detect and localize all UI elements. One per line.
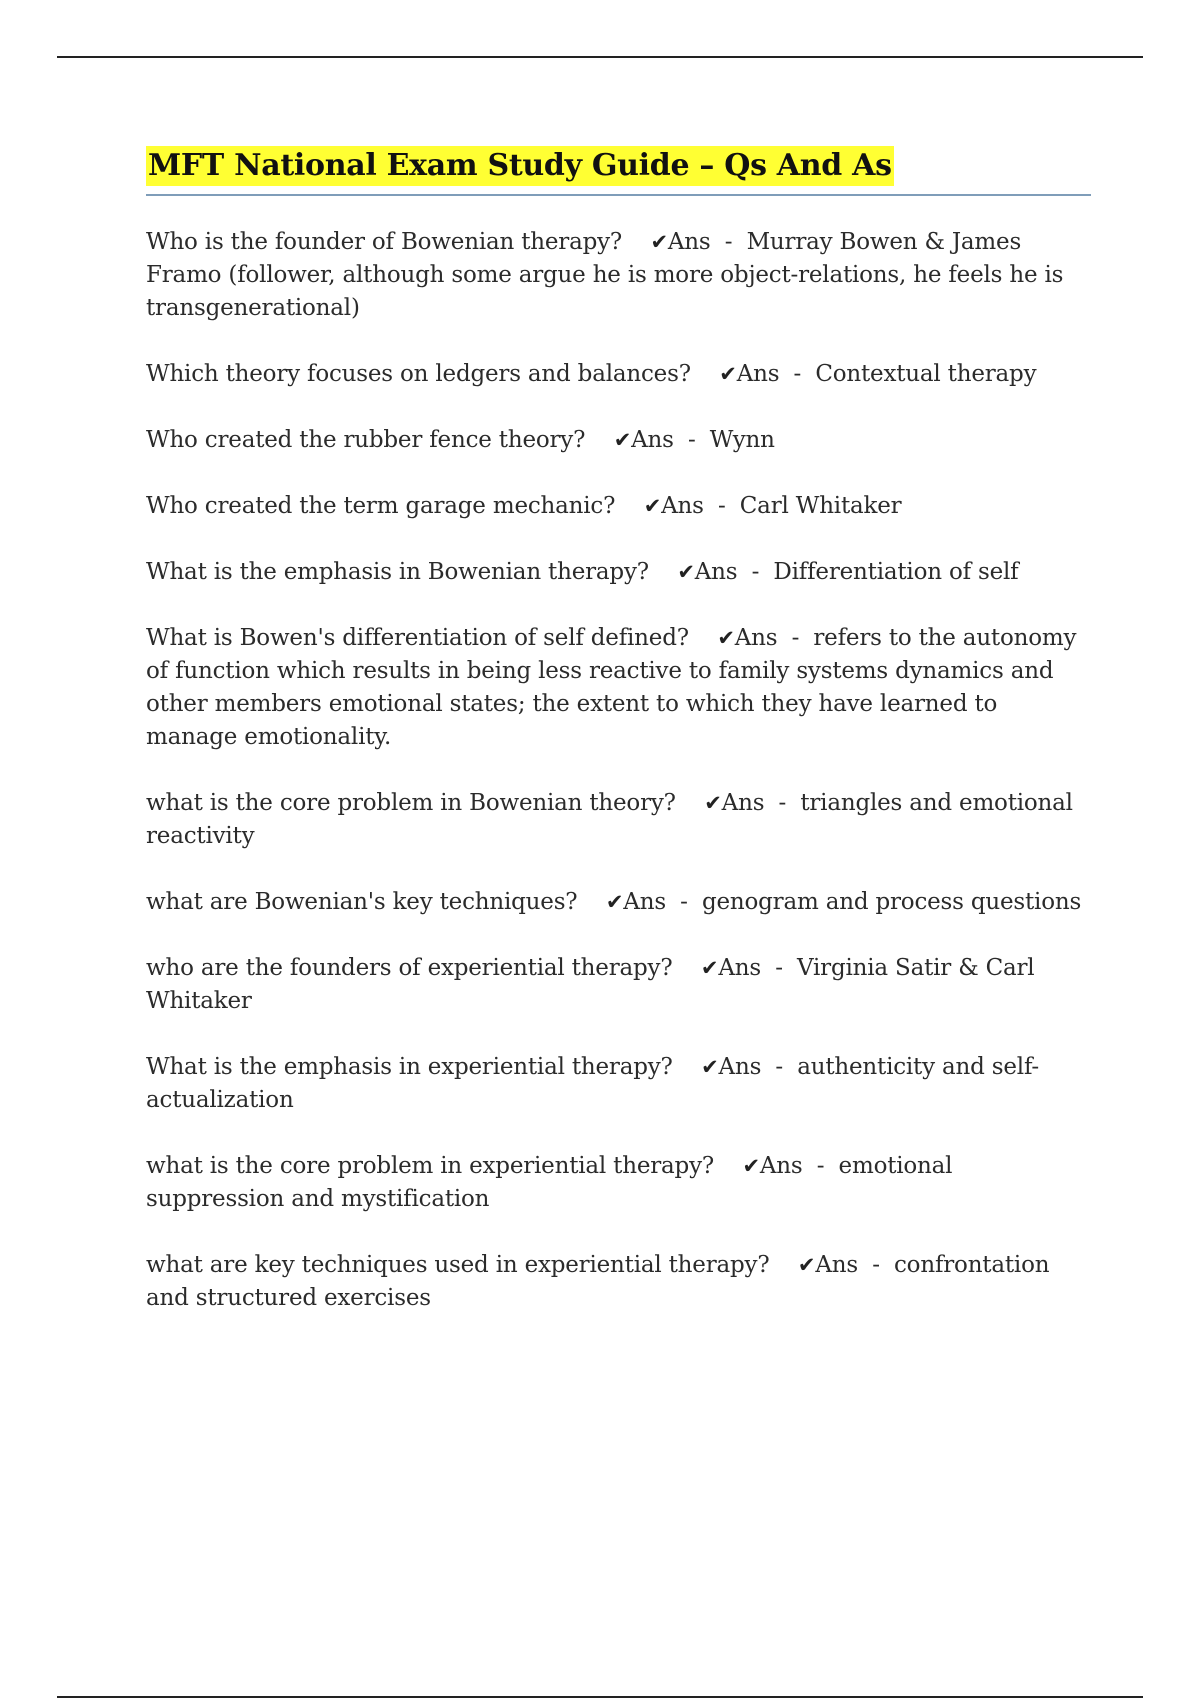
answer-label: Ans xyxy=(721,790,765,816)
answer-text: Carl Whitaker xyxy=(739,493,902,519)
answer-text: confrontation and structured exercises xyxy=(146,1252,1050,1311)
header-rule xyxy=(57,56,1143,58)
checkmark-icon: ✔ xyxy=(701,1055,719,1079)
question-text: what are key techniques used in experiential therapy? xyxy=(146,1252,770,1278)
checkmark-icon: ✔ xyxy=(742,1154,760,1178)
answer-label: Ans xyxy=(734,625,778,651)
checkmark-icon: ✔ xyxy=(613,428,632,452)
qa-item: Who created the rubber fence theory? ✔Ans - Wynn xyxy=(146,427,775,453)
question-text: What is the emphasis in experiential therapy? xyxy=(146,1054,673,1080)
checkmark-icon: ✔ xyxy=(700,956,719,980)
document-body xyxy=(146,146,1091,1348)
question-text: Who created the term garage mechanic? xyxy=(146,493,616,519)
question-text: Which theory focuses on ledgers and balances? xyxy=(146,361,691,387)
answer-label: Ans xyxy=(759,1153,803,1179)
qa-item: What is the emphasis in Bowenian therapy? ✔Ans - Differentiation of self xyxy=(146,559,1019,585)
answer-label: Ans xyxy=(631,427,674,453)
answer-label: Ans xyxy=(667,229,711,255)
question-text: who are the founders of experiential therapy? xyxy=(146,955,673,981)
qa-item: Which theory focuses on ledgers and balances? ✔Ans - Contextual therapy xyxy=(146,361,1037,387)
qa-item: what is the core problem in Bowenian theory? ✔Ans - triangles and emotional reactivity xyxy=(146,790,1073,849)
checkmark-icon: ✔ xyxy=(704,791,722,815)
question-text: Who is the founder of Bowenian therapy? xyxy=(146,229,623,255)
question-text: What is Bowen's differentiation of self defined? xyxy=(146,625,689,651)
answer-label: Ans xyxy=(694,559,738,585)
qa-item: Who created the term garage mechanic? ✔Ans - Carl Whitaker xyxy=(146,493,902,519)
checkmark-icon: ✔ xyxy=(605,890,624,914)
answer-label: Ans xyxy=(815,1252,858,1278)
checkmark-icon: ✔ xyxy=(717,626,735,650)
checkmark-icon: ✔ xyxy=(719,362,737,386)
answer-text: Wynn xyxy=(709,427,775,453)
question-text: Who created the rubber fence theory? xyxy=(146,427,586,453)
qa-item: what are Bowenian's key techniques? ✔Ans - genogram and process questions xyxy=(146,889,1082,915)
answer-text: Differentiation of self xyxy=(773,559,1019,585)
answer-text: Contextual therapy xyxy=(815,361,1037,387)
qa-item: what are key techniques used in experiential therapy? ✔Ans - confrontation and structured exercises xyxy=(146,1252,1050,1311)
answer-label: Ans xyxy=(718,955,761,981)
answer-label: Ans xyxy=(661,493,704,519)
answer-label: Ans xyxy=(718,1054,762,1080)
footer-rule xyxy=(57,1696,1143,1698)
answer-text: authenticity and self-actualization xyxy=(146,1054,1040,1113)
qa-list xyxy=(146,226,1091,1315)
checkmark-icon: ✔ xyxy=(677,560,695,584)
qa-item: who are the founders of experiential therapy? ✔Ans - Virginia Satir & Carl Whitaker xyxy=(146,955,1035,1014)
answer-text: refers to the autonomy of function which results in being less reactive to family systems dynamics and other members emotional states; the extent to which they have learned to manage emotionality. xyxy=(146,625,1077,750)
answer-label: Ans xyxy=(623,889,666,915)
title-block xyxy=(146,146,1091,196)
answer-label: Ans xyxy=(736,361,780,387)
question-text: What is the emphasis in Bowenian therapy? xyxy=(146,559,649,585)
qa-item: Who is the founder of Bowenian therapy? ✔Ans - Murray Bowen & James Framo (follower, although some argue he is more object-relations, he feels he is transgenerational) xyxy=(146,229,1064,321)
question-text: what is the core problem in Bowenian theory? xyxy=(146,790,676,816)
qa-item: what is the core problem in experiential therapy? ✔Ans - emotional suppression and mystification xyxy=(146,1153,953,1212)
checkmark-icon: ✔ xyxy=(650,230,668,254)
answer-text: Murray Bowen & James Framo (follower, although some argue he is more object-relations, he feels he is transgenerational) xyxy=(146,229,1064,321)
answer-text: genogram and process questions xyxy=(701,889,1082,915)
checkmark-icon: ✔ xyxy=(797,1253,816,1277)
answer-text: triangles and emotional reactivity xyxy=(146,790,1073,849)
question-text: what is the core problem in experiential therapy? xyxy=(146,1153,715,1179)
answer-text: Virginia Satir & Carl Whitaker xyxy=(146,955,1035,1014)
question-text: what are Bowenian's key techniques? xyxy=(146,889,578,915)
document-title: MFT National Exam Study Guide – Qs And As xyxy=(146,146,894,186)
qa-item: What is Bowen's differentiation of self defined? ✔Ans - refers to the autonomy of function which results in being less reactive to family systems dynamics and other members emotional states; the extent to which they have learned to manage emotionality. xyxy=(146,625,1077,750)
answer-text: emotional suppression and mystification xyxy=(146,1153,953,1212)
checkmark-icon: ✔ xyxy=(643,494,662,518)
qa-item: What is the emphasis in experiential therapy? ✔Ans - authenticity and self-actualization xyxy=(146,1054,1040,1113)
